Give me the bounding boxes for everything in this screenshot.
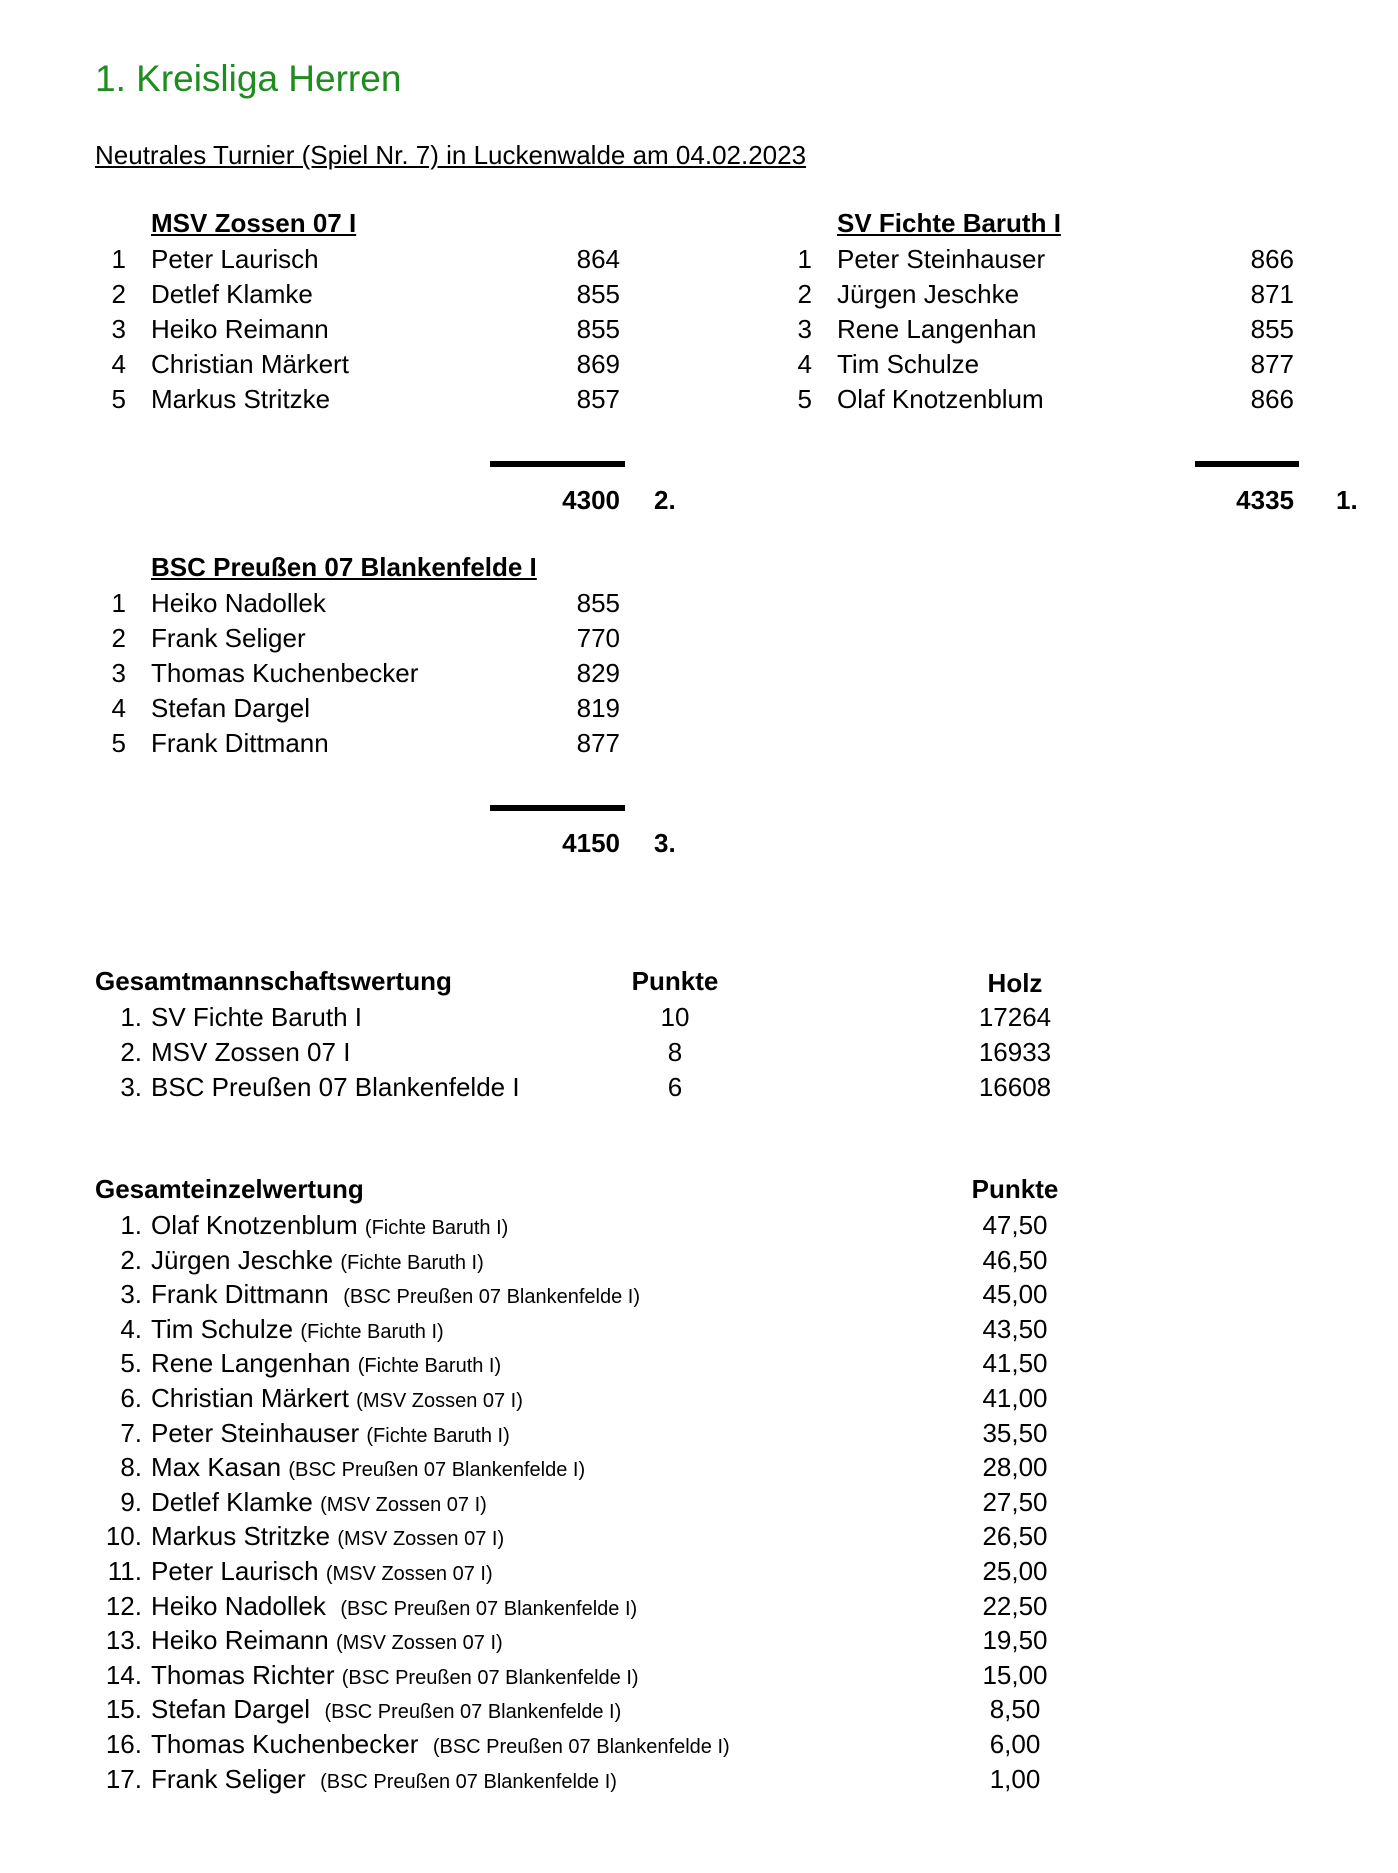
player-name: Stefan Dargel [151, 1694, 310, 1725]
player-club: (MSV Zossen 07 I) [325, 1562, 493, 1585]
table-row [0, 1208, 1398, 1243]
team-holz: 16933 [978, 1037, 1052, 1067]
holz-column-header: Holz [987, 968, 1043, 998]
player-points: 6,00 [989, 1728, 1041, 1759]
table-row [0, 1623, 1398, 1658]
player-pos: 5 [111, 728, 126, 758]
page-title: 1. Kreisliga Herren [95, 58, 402, 99]
rank: 5. [120, 1348, 142, 1379]
rank: 4. [120, 1313, 142, 1344]
player-score: 855 [576, 588, 620, 618]
rank: 10. [105, 1521, 142, 1552]
table-row [0, 1346, 1398, 1381]
team-holz: 16608 [978, 1072, 1052, 1102]
player-name: Frank Dittmann [151, 1279, 329, 1310]
player-score: 857 [576, 384, 620, 414]
player-points: 22,50 [982, 1590, 1048, 1621]
player-name: Stefan Dargel [151, 693, 310, 723]
player-name: Detlef Klamke [151, 279, 313, 309]
rank: 2. [120, 1037, 142, 1067]
player-club: (MSV Zossen 07 I) [320, 1493, 487, 1516]
rank: 6. [120, 1382, 142, 1413]
table-row [0, 1485, 1398, 1520]
player-name: Heiko Reimann [151, 314, 329, 344]
individual-standings-heading: Gesamteinzelwertung [95, 1174, 364, 1204]
team-place: 2. [654, 485, 676, 515]
rank: 9. [120, 1486, 142, 1517]
table-row [0, 1312, 1398, 1347]
player-score: 855 [576, 279, 620, 309]
player-club: (BSC Preußen 07 Blankenfelde I) [343, 1286, 641, 1309]
player-pos: 3 [797, 314, 812, 344]
player-club: (MSV Zossen 07 I) [335, 1632, 503, 1655]
individual-standings-list [0, 1208, 1398, 1796]
table-row [0, 1554, 1398, 1589]
player-row [0, 726, 700, 761]
player-club: (BSC Preußen 07 Blankenfelde I) [340, 1597, 638, 1620]
player-row [0, 242, 1398, 277]
rank: 7. [120, 1417, 142, 1448]
team-standings-list [0, 1000, 1398, 1105]
player-score: 855 [1250, 314, 1294, 344]
player-score: 871 [1250, 279, 1294, 309]
table-row [0, 1416, 1398, 1451]
team-points: 8 [667, 1037, 683, 1067]
player-club: (Fichte Baruth I) [366, 1424, 510, 1447]
rank: 3. [120, 1279, 142, 1310]
table-row [0, 1381, 1398, 1416]
table-row [0, 1589, 1398, 1624]
player-name: Markus Stritzke [151, 1521, 331, 1552]
team-name: SV Fichte Baruth I [151, 1002, 362, 1032]
player-pos: 2 [111, 623, 126, 653]
player-pos: 1 [111, 244, 126, 274]
player-name: Tim Schulze [837, 349, 980, 379]
player-points: 1,00 [989, 1763, 1041, 1794]
player-club: (MSV Zossen 07 I) [337, 1528, 505, 1551]
player-points: 26,50 [982, 1521, 1048, 1552]
player-name: Jürgen Jeschke [151, 1244, 334, 1275]
player-score: 869 [576, 349, 620, 379]
table-row [0, 1000, 1398, 1035]
player-points: 15,00 [982, 1659, 1048, 1690]
player-name: Thomas Kuchenbecker [151, 1728, 419, 1759]
table-row [0, 1692, 1398, 1727]
table-row [0, 1035, 1398, 1070]
player-points: 46,50 [982, 1244, 1048, 1275]
player-name: Heiko Nadollek [151, 588, 326, 618]
player-name: Max Kasan [151, 1452, 282, 1483]
player-name: Tim Schulze [151, 1313, 294, 1344]
rank: 8. [120, 1452, 142, 1483]
player-club: (Fichte Baruth I) [340, 1251, 484, 1274]
team-total: 4150 [562, 828, 620, 858]
sum-divider [1195, 461, 1299, 467]
points-column-header: Punkte [971, 1174, 1059, 1204]
player-pos: 3 [111, 314, 126, 344]
table-row [0, 1762, 1398, 1797]
table-row [0, 1070, 1398, 1105]
player-row [0, 347, 1398, 382]
team-standings-heading: Gesamtmannschaftswertung [95, 966, 452, 996]
player-row [0, 691, 700, 726]
player-pos: 5 [797, 384, 812, 414]
player-club: (BSC Preußen 07 Blankenfelde I) [288, 1459, 586, 1482]
player-points: 35,50 [982, 1417, 1048, 1448]
sum-divider [490, 805, 625, 811]
player-points: 41,50 [982, 1348, 1048, 1379]
rank: 1. [120, 1210, 142, 1240]
rank: 14. [105, 1659, 142, 1690]
team-points: 6 [667, 1072, 683, 1102]
player-points: 41,00 [982, 1382, 1048, 1413]
player-points: 43,50 [982, 1313, 1048, 1344]
team-place: 3. [654, 828, 676, 858]
player-score: 855 [576, 314, 620, 344]
player-score: 819 [576, 693, 620, 723]
player-pos: 5 [111, 384, 126, 414]
table-row [0, 1277, 1398, 1312]
team-name: BSC Preußen 07 Blankenfelde I [151, 1072, 520, 1102]
player-club: (Fichte Baruth I) [357, 1355, 502, 1378]
player-name: Peter Steinhauser [837, 244, 1046, 274]
player-pos: 4 [797, 349, 812, 379]
tournament-subtitle: Neutrales Turnier (Spiel Nr. 7) in Luckenwalde am 04.02.2023 [95, 140, 807, 170]
player-points: 27,50 [982, 1486, 1048, 1517]
rank: 17. [105, 1763, 142, 1794]
player-score: 877 [576, 728, 620, 758]
team-place: 1. [1336, 485, 1358, 515]
rank: 12. [105, 1590, 142, 1621]
player-name: Thomas Richter [151, 1659, 335, 1690]
team-name: MSV Zossen 07 I [151, 1037, 351, 1067]
player-name: Christian Märkert [151, 1382, 349, 1413]
player-name: Olaf Knotzenblum [151, 1210, 358, 1240]
player-score: 829 [576, 658, 620, 688]
team-total: 4335 [1236, 485, 1294, 515]
player-score: 877 [1250, 349, 1294, 379]
player-row [0, 312, 1398, 347]
player-row [0, 382, 1398, 417]
player-pos: 4 [111, 693, 126, 723]
player-pos: 1 [111, 588, 126, 618]
rank: 1. [120, 1002, 142, 1032]
player-score: 866 [1250, 384, 1294, 414]
player-row [0, 621, 700, 656]
player-name: Jürgen Jeschke [837, 279, 1020, 309]
rank: 16. [105, 1728, 142, 1759]
player-name: Olaf Knotzenblum [837, 384, 1044, 414]
team-name: BSC Preußen 07 Blankenfelde I [151, 552, 537, 582]
player-name: Peter Laurisch [151, 244, 319, 274]
player-pos: 2 [797, 279, 812, 309]
player-name: Christian Märkert [151, 349, 349, 379]
team-name: SV Fichte Baruth I [837, 208, 1061, 238]
player-points: 25,00 [982, 1555, 1048, 1586]
table-row [0, 1519, 1398, 1554]
player-name: Rene Langenhan [151, 1348, 351, 1379]
player-club: (Fichte Baruth I) [300, 1320, 444, 1343]
player-score: 866 [1250, 244, 1294, 274]
rank: 2. [120, 1244, 142, 1275]
table-row [0, 1243, 1398, 1278]
player-score: 770 [576, 623, 620, 653]
player-name: Frank Seliger [151, 623, 306, 653]
player-pos: 3 [111, 658, 126, 688]
team-holz: 17264 [978, 1002, 1052, 1032]
player-name: Heiko Nadollek [151, 1590, 326, 1621]
team-name: MSV Zossen 07 I [151, 208, 357, 238]
team-points: 10 [660, 1002, 690, 1032]
player-name: Peter Steinhauser [151, 1417, 360, 1448]
player-points: 28,00 [982, 1452, 1048, 1483]
sum-divider [490, 461, 625, 467]
player-pos: 4 [111, 349, 126, 379]
table-row [0, 1658, 1398, 1693]
player-name: Frank Dittmann [151, 728, 329, 758]
player-list [0, 242, 1398, 417]
table-row [0, 1727, 1398, 1762]
player-club: (BSC Preußen 07 Blankenfelde I) [432, 1735, 730, 1758]
player-name: Detlef Klamke [151, 1486, 313, 1517]
player-score: 864 [576, 244, 620, 274]
player-name: Rene Langenhan [837, 314, 1037, 344]
player-points: 45,00 [982, 1279, 1048, 1310]
player-name: Frank Seliger [151, 1763, 306, 1794]
player-row [0, 277, 1398, 312]
rank: 11. [107, 1555, 142, 1586]
player-points: 8,50 [989, 1694, 1041, 1725]
table-row [0, 1450, 1398, 1485]
player-club: (BSC Preußen 07 Blankenfelde I) [324, 1701, 622, 1724]
player-points: 47,50 [982, 1210, 1048, 1240]
player-name: Thomas Kuchenbecker [151, 658, 419, 688]
player-row [0, 586, 700, 621]
team-total: 4300 [562, 485, 620, 515]
rank: 13. [105, 1625, 142, 1656]
rank: 3. [120, 1072, 142, 1102]
points-column-header: Punkte [631, 966, 719, 996]
player-row [0, 656, 700, 691]
player-club: (Fichte Baruth I) [364, 1217, 509, 1239]
player-points: 19,50 [982, 1625, 1048, 1656]
player-pos: 2 [111, 279, 126, 309]
rank: 15. [105, 1694, 142, 1725]
player-name: Heiko Reimann [151, 1625, 329, 1656]
player-club: (MSV Zossen 07 I) [356, 1389, 523, 1412]
player-list [0, 586, 700, 761]
player-name: Markus Stritzke [151, 384, 331, 414]
player-pos: 1 [797, 244, 812, 274]
player-name: Peter Laurisch [151, 1555, 319, 1586]
player-club: (BSC Preußen 07 Blankenfelde I) [320, 1770, 617, 1793]
player-club: (BSC Preußen 07 Blankenfelde I) [341, 1666, 639, 1689]
